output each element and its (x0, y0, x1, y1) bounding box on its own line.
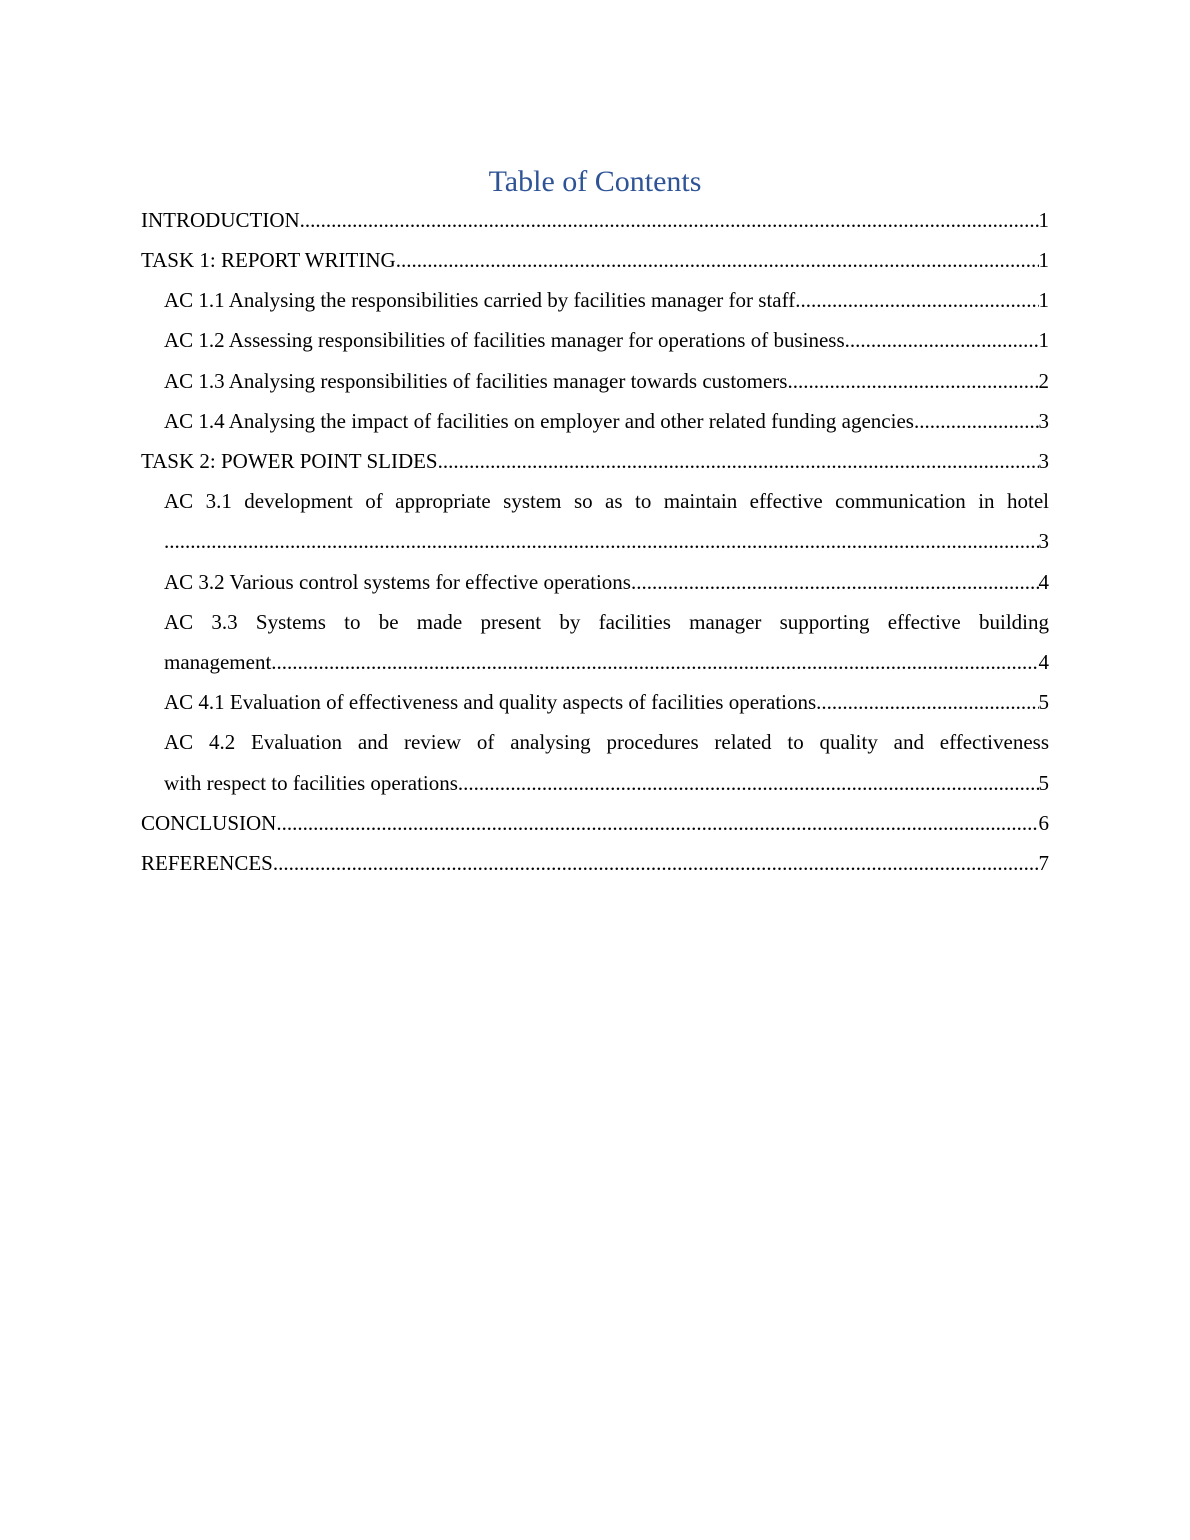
toc-entry-ac-3-3[interactable] (141, 602, 1049, 682)
toc-page-number: 7 (1038, 851, 1049, 876)
dot-leader (795, 280, 1038, 320)
toc-entry-ac-4-1[interactable] (141, 682, 1049, 722)
toc-page-number: 3 (1038, 529, 1049, 554)
toc-entry-ac-3-2[interactable] (141, 562, 1049, 602)
toc-entry-ac-1-1[interactable] (141, 280, 1049, 320)
toc-page-number: 5 (1038, 770, 1049, 795)
toc-page-number: 6 (1038, 810, 1049, 835)
dot-leader (919, 401, 1038, 441)
toc-page-number: 1 (1038, 208, 1049, 232)
toc-entry-text: AC 3.1 development of appropriate system so as to maintain effective communication in hotel (164, 489, 1049, 514)
toc-entry-text: TASK 2: POWER POINT SLIDES (141, 449, 438, 474)
toc-page-number: 1 (1038, 248, 1049, 272)
toc-page-number: 1 (1038, 328, 1049, 353)
dot-leader (816, 682, 1038, 722)
toc-entry-references[interactable] (141, 843, 1049, 883)
toc-entry-text: AC 1.4 Analysing the impact of facilities on employer and other related funding agencies. (164, 408, 920, 433)
toc-page-number: 4 (1038, 569, 1049, 594)
toc-entry-task-2[interactable] (141, 441, 1049, 481)
toc-list (141, 204, 1049, 883)
toc-entry-text: INTRODUCTION (141, 208, 300, 232)
toc-entry-conclusion[interactable] (141, 803, 1049, 843)
toc-page-number: 3 (1038, 408, 1049, 433)
dot-leader (396, 240, 1039, 280)
toc-page-number: 4 (1038, 650, 1049, 675)
dot-leader (458, 763, 1039, 803)
toc-page-number: 3 (1038, 449, 1049, 474)
dot-leader (438, 441, 1039, 481)
dot-leader (276, 803, 1038, 843)
dot-leader (631, 562, 1039, 602)
toc-entry-text: CONCLUSION (141, 810, 277, 835)
dot-leader (300, 204, 1039, 236)
toc-entry-text: AC 1.3 Analysing responsibilities of facilities manager towards customers (164, 368, 788, 393)
table-of-contents (141, 160, 1049, 883)
toc-entry-ac-3-1[interactable] (141, 481, 1049, 561)
toc-entry-text: TASK 1: REPORT WRITING (141, 248, 396, 272)
toc-entry-text: AC 3.2 Various control systems for effective operations (164, 569, 631, 594)
toc-entry-ac-1-3[interactable] (141, 361, 1049, 401)
toc-entry-ac-1-4[interactable] (141, 401, 1049, 441)
toc-entry-text: AC 3.3 Systems to be made present by facilities manager supporting effective building (164, 609, 1049, 634)
toc-entry-text: AC 4.1 Evaluation of effectiveness and quality aspects of facilities operations (164, 690, 817, 715)
toc-page-number: 5 (1038, 690, 1049, 715)
toc-entry-text-continued: management (164, 650, 272, 675)
dot-leader (787, 361, 1038, 401)
toc-page-number: 2 (1038, 368, 1049, 393)
toc-entry-text: REFERENCES (141, 851, 273, 876)
dot-leader (273, 843, 1039, 883)
toc-entry-introduction[interactable] (141, 204, 1049, 236)
dot-leader (164, 521, 1039, 561)
dot-leader (271, 642, 1038, 682)
toc-entry-ac-1-2[interactable] (141, 320, 1049, 360)
toc-entry-task-1[interactable] (141, 240, 1049, 280)
toc-title: Table of Contents (488, 165, 702, 198)
toc-entry-ac-4-2[interactable] (141, 722, 1049, 802)
toc-entry-text: AC 4.2 Evaluation and review of analysing procedures related to quality and effectiveness (164, 730, 1049, 755)
toc-entry-text-continued: with respect to facilities operations (164, 770, 458, 795)
toc-page-number: 1 (1038, 288, 1049, 313)
dot-leader (845, 320, 1039, 360)
toc-entry-text: AC 1.1 Analysing the responsibilities carried by facilities manager for staff (164, 288, 796, 313)
toc-entry-text: AC 1.2 Assessing responsibilities of facilities manager for operations of business (164, 328, 845, 353)
